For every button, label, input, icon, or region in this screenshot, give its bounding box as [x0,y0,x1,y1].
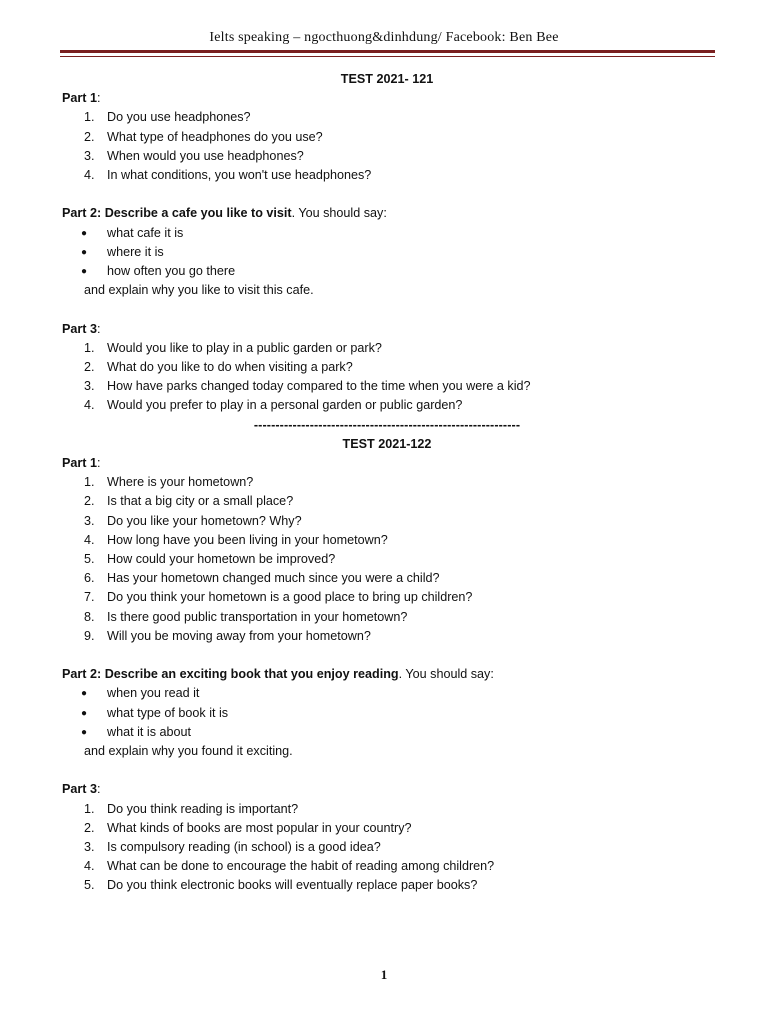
part3-question-list [62,339,712,416]
list-item: ● when you read it [62,684,712,703]
part2-bullet-list [62,684,712,742]
bullet-icon: ● [81,688,88,700]
list-item: 3. When would you use headphones? [84,148,304,163]
part2-heading: Part 2: Describe an exciting book that you enjoy reading. You should say: [62,667,494,682]
part2-closing: and explain why you found it exciting. [84,744,293,759]
list-item: 2. Is that a big city or a small place? [84,494,294,509]
part1-heading: Part 1: [62,456,101,471]
list-item: 2. What type of headphones do you use? [84,129,323,144]
list-item: 1. Would you like to play in a public garden or park? [84,340,382,355]
bullet-icon: ● [81,227,88,239]
bullet-icon: ● [81,726,88,738]
list-item: 3. Is compulsory reading (in school) is a good idea? [84,840,381,855]
list-item: ● how often you go there [62,262,712,281]
list-item: 5. Do you think electronic books will eventually replace paper books? [84,878,478,893]
list-item: ● where it is [62,243,712,262]
part3-heading: Part 3: [62,321,101,336]
test-title: TEST 2021-122 [342,436,432,451]
header-rule-thin [60,56,715,57]
list-item: ● what cafe it is [62,224,712,243]
list-item: 7. Do you think your hometown is a good place to bring up children? [84,590,473,605]
part1-question-list [62,108,712,185]
list-item: 1. Do you think reading is important? [84,801,299,816]
list-item: 1. Where is your hometown? [84,475,254,490]
document-body [62,70,712,896]
list-item: 3. How have parks changed today compared to the time when you were a kid? [84,379,531,394]
list-item: 2. What kinds of books are most popular in your country? [84,820,412,835]
part1-question-list [62,473,712,646]
bullet-icon: ● [81,707,88,719]
list-item: 4. Would you prefer to play in a personal garden or public garden? [84,398,463,413]
page-number: 1 [380,967,388,982]
list-item: ● what type of book it is [62,704,712,723]
list-item: 4. What can be done to encourage the habit of reading among children? [84,859,495,874]
list-item: 4. How long have you been living in your hometown? [84,532,388,547]
list-item: 9. Will you be moving away from your hometown? [84,628,371,643]
list-item: 8. Is there good public transportation in your hometown? [84,609,408,624]
list-item: 3. Do you like your hometown? Why? [84,513,302,528]
part2-bullet-list [62,224,712,282]
test-title: TEST 2021- 121 [340,72,434,86]
part3-heading: Part 3: [62,782,101,797]
part2-closing: and explain why you like to visit this cafe. [84,283,314,298]
part1-heading: Part 1: [62,91,101,106]
list-item: 4. In what conditions, you won't use headphones? [84,168,372,183]
test-separator: -------------------------------------------------------------- [253,417,521,432]
list-item: 1. Do you use headphones? [84,110,251,125]
list-item: 5. How could your hometown be improved? [84,552,336,567]
header-rule-thick [60,50,715,53]
list-item: 2. What do you like to do when visiting a park? [84,360,353,375]
bullet-icon: ● [81,266,88,278]
part2-heading: Part 2: Describe a cafe you like to visit. You should say: [62,206,387,221]
part3-question-list [62,800,712,896]
page-header: Ielts speaking – ngocthuong&dinhdung/ Facebook: Ben Bee [209,30,559,45]
bullet-icon: ● [81,246,88,258]
list-item: 6. Has your hometown changed much since you were a child? [84,571,440,586]
list-item: ● what it is about [62,723,712,742]
